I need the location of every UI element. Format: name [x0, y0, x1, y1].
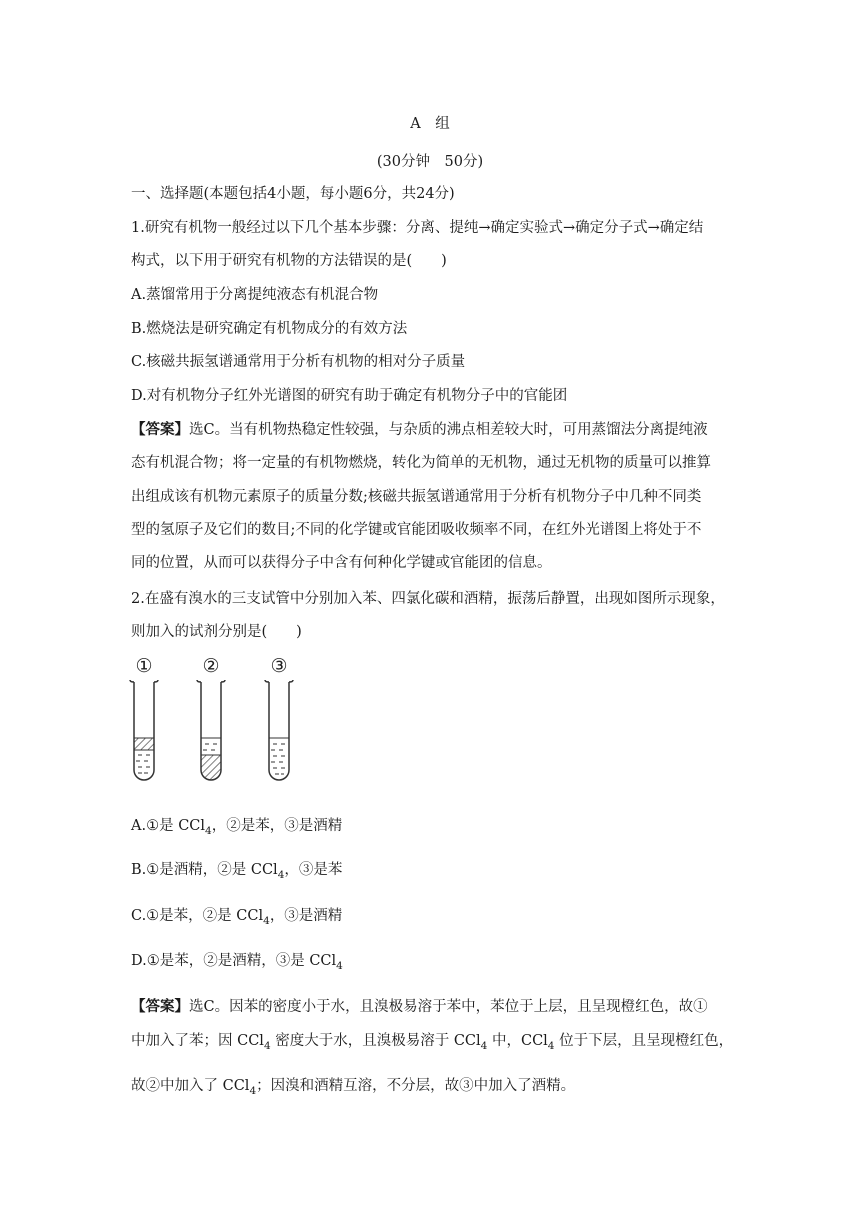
q1-option-d: D.对有机物分子红外光谱图的研究有助于确定有机物分子中的官能团	[131, 388, 568, 404]
answer-label: 【答案】	[131, 998, 189, 1015]
q2-option-c	[131, 904, 342, 925]
tube-3	[265, 680, 293, 780]
q2-stem-line2: 则加入的试剂分别是( )	[131, 624, 302, 640]
tube-1	[130, 680, 158, 780]
q1-stem-line1: 1.研究有机物一般经过以下几个基本步骤：分离、提纯→确定实验式→确定分子式→确定结	[131, 220, 704, 236]
q1-answer-line1	[131, 418, 708, 439]
q1-answer-line4: 型的氢原子及它们的数目;不同的化学键或官能团吸收频率不同，在红外光谱图上将处于不	[131, 522, 702, 538]
q2-answer-line1	[131, 995, 708, 1016]
q2-option-b	[131, 858, 342, 879]
q2-answer-line2	[131, 1029, 733, 1050]
tube-2	[197, 680, 225, 785]
q1-answer-line2: 态有机混合物；将一定量的有机物燃烧，转化为简单的无机物，通过无机物的质量可以推算	[131, 455, 711, 471]
q2-option-a-post: ，②是苯，③是酒精	[211, 818, 343, 834]
q2-option-a-sub: 4	[205, 825, 212, 837]
q2-option-d	[131, 949, 343, 970]
q2-answer-line2-d: 位于下层，且呈现橙红色，	[554, 1033, 734, 1049]
group-title: A 组	[410, 116, 450, 132]
q2-answer-line3-a: 故②中加入了 CCl	[131, 1078, 250, 1094]
q2-option-b-sub: 4	[277, 869, 285, 881]
q2-answer-line2-a: 中加入了苯；因 CCl	[131, 1033, 264, 1049]
q2-answer-line2-s3: 4	[547, 1040, 555, 1052]
q2-stem-line1: 2.在盛有溴水的三支试管中分别加入苯、四氯化碳和酒精，振荡后静置，出现如图所示现象，	[131, 591, 725, 607]
q2-answer-line3	[131, 1074, 575, 1095]
q1-option-c: C.核磁共振氢谱通常用于分析有机物的相对分子质量	[131, 354, 466, 370]
answer-label: 【答案】	[131, 421, 189, 438]
section-title: 一、选择题(本题包括4小题，每小题6分，共24分)	[131, 186, 455, 202]
q2-option-a	[131, 814, 342, 835]
q2-answer-line2-b: 密度大于水，且溴极易溶于 CCl	[270, 1033, 481, 1049]
q1-option-b: B.燃烧法是研究确定有机物成分的有效方法	[131, 321, 408, 337]
q2-option-c-pre: C.①是苯，②是 CCl	[131, 908, 264, 924]
q2-option-b-pre: B.①是酒精，②是 CCl	[131, 862, 278, 878]
q2-answer-line3-s1: 4	[249, 1085, 257, 1097]
q1-stem-line2: 构式，以下用于研究有机物的方法错误的是( )	[131, 253, 447, 269]
tube-label-1: ①	[135, 655, 153, 677]
q2-option-d-pre: D.①是苯，②是酒精，③是 CCl	[131, 953, 337, 969]
q2-option-b-post: ，③是苯	[284, 862, 343, 878]
q2-option-c-post: ，③是酒精	[269, 908, 343, 924]
tube-label-2: ②	[202, 655, 220, 677]
answer-text: 选C。当有机物热稳定性较强，与杂质的沸点相差较大时，可用蒸馏法分离提纯液	[189, 422, 708, 438]
q1-option-a: A.蒸馏常用于分离提纯液态有机混合物	[131, 287, 379, 303]
q1-answer-line3: 出组成该有机物元素原子的质量分数;核磁共振氢谱通常用于分析有机物分子中几种不同类	[131, 489, 702, 505]
answer-text: 选C。因苯的密度小于水，且溴极易溶于苯中，苯位于上层，且呈现橙红色，故①	[189, 999, 708, 1015]
time-score: (30分钟 50分)	[376, 154, 484, 170]
q2-answer-line3-b: ；因溴和酒精互溶，不分层，故③中加入了酒精。	[256, 1078, 576, 1094]
q2-answer-line2-s2: 4	[480, 1040, 488, 1052]
test-tubes-figure	[118, 652, 328, 796]
q2-answer-line2-c: 中，CCl	[487, 1033, 548, 1049]
q2-option-c-sub: 4	[263, 915, 270, 927]
q2-answer-line2-s1: 4	[263, 1040, 271, 1052]
q1-answer-line5: 同的位置，从而可以获得分子中含有何种化学键或官能团的信息。	[131, 555, 552, 571]
q2-option-a-pre: A.①是 CCl	[131, 818, 206, 834]
q2-option-d-sub: 4	[336, 960, 343, 972]
tube-label-3: ③	[270, 655, 288, 677]
